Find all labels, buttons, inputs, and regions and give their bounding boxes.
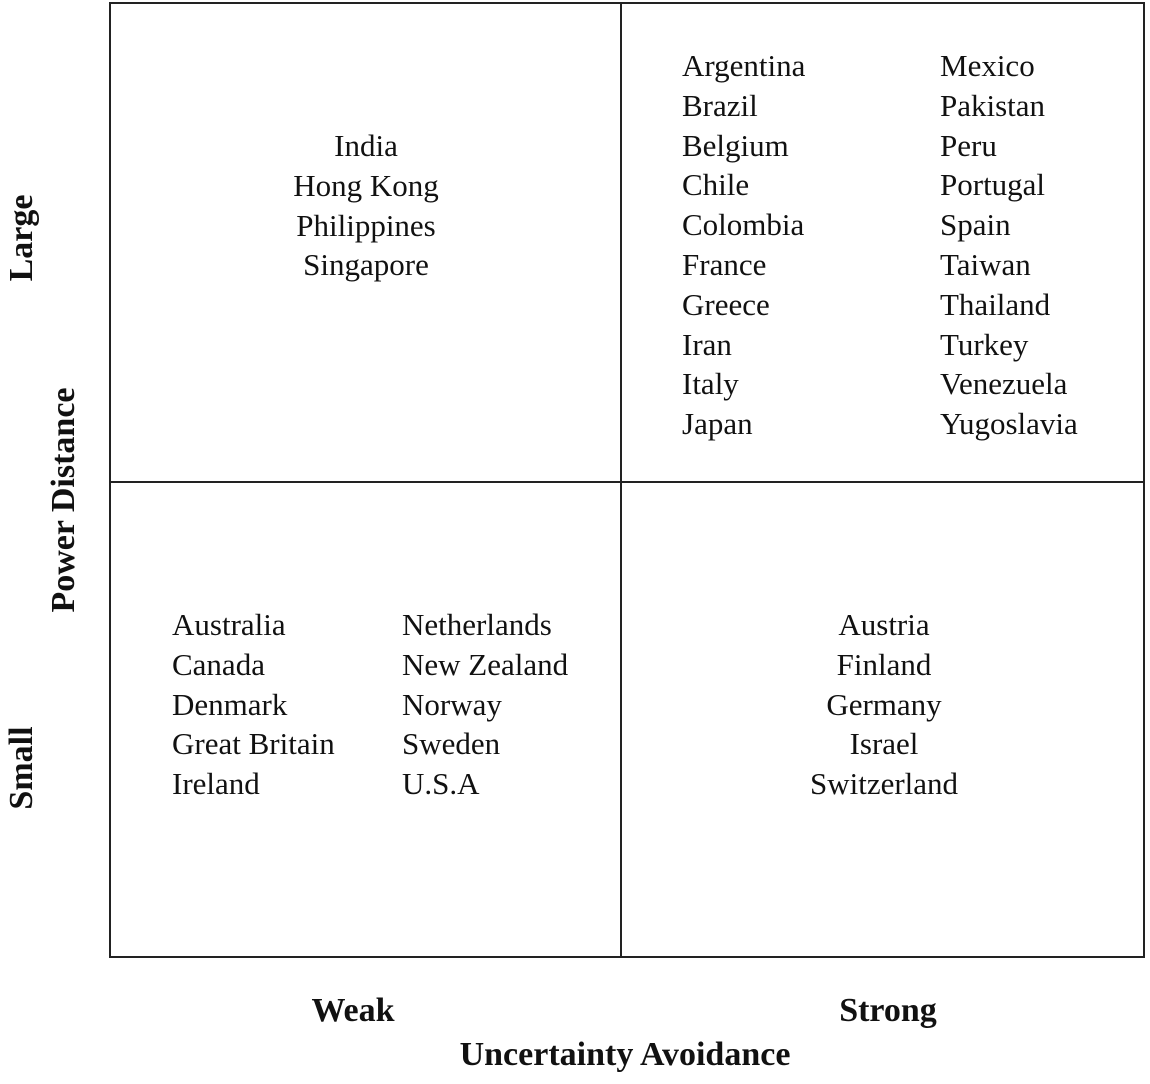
country-label: Mexico [940,48,1035,83]
y-axis-title: Power Distance [45,387,82,613]
quadrant-large-weak [293,126,439,285]
country-label: Peru [940,127,997,163]
country-label: Argentina [682,48,806,83]
x-axis-high-label: Strong [839,992,937,1029]
country-label: Chile [682,167,750,203]
country-label: Thailand [940,286,1051,322]
country-label: France [682,246,767,282]
country-label: Ireland [172,766,260,802]
country-label: Iran [682,326,732,362]
country-label: New Zealand [402,646,569,682]
country-label: Turkey [940,326,1029,362]
country-label: Taiwan [940,246,1031,282]
x-axis-title: Uncertainty Avoidance [459,1036,791,1073]
country-label: Belgium [682,127,789,163]
country-label: Italy [682,366,739,402]
country-label: India [334,128,398,163]
country-label: Switzerland [809,766,959,802]
quadrant-small-weak-col1 [172,605,335,804]
country-label: Singapore [303,247,429,283]
x-axis-low-label: Weak [311,992,395,1029]
quadrant-large-strong-col1 [682,46,805,444]
country-label: U.S.A [402,766,480,802]
country-label: Canada [172,646,265,682]
country-label: Yugoslavia [940,406,1078,442]
country-label: Israel [849,726,919,762]
country-label: Venezuela [940,366,1068,402]
quadrant-small-strong [810,605,958,804]
quadrant-grid [109,2,1145,958]
country-label: Norway [402,686,502,722]
country-label: Greece [682,286,770,322]
y-axis-low-label: Small [3,726,40,810]
quadrant-small-weak-col2 [402,605,568,804]
country-label: Philippines [296,207,436,243]
quadrant-large-strong-col2 [940,46,1078,444]
country-label: Finland [836,646,932,682]
country-label: Pakistan [940,87,1046,123]
country-label: Great Britain [172,726,335,762]
country-label: Japan [682,406,753,442]
country-label: Germany [826,686,942,722]
vertical-divider [620,4,622,956]
country-label: Portugal [940,167,1046,203]
country-label: Colombia [682,207,805,243]
country-label: Netherlands [402,607,552,642]
y-axis-high-label: Large [3,194,40,282]
horizontal-divider [111,481,1143,483]
country-label: Denmark [172,686,288,722]
country-label: Brazil [682,87,758,123]
country-label: Hong Kong [293,167,439,203]
country-label: Australia [172,607,286,642]
country-label: Sweden [402,726,501,762]
country-label: Austria [838,607,930,642]
country-label: Spain [940,207,1011,243]
